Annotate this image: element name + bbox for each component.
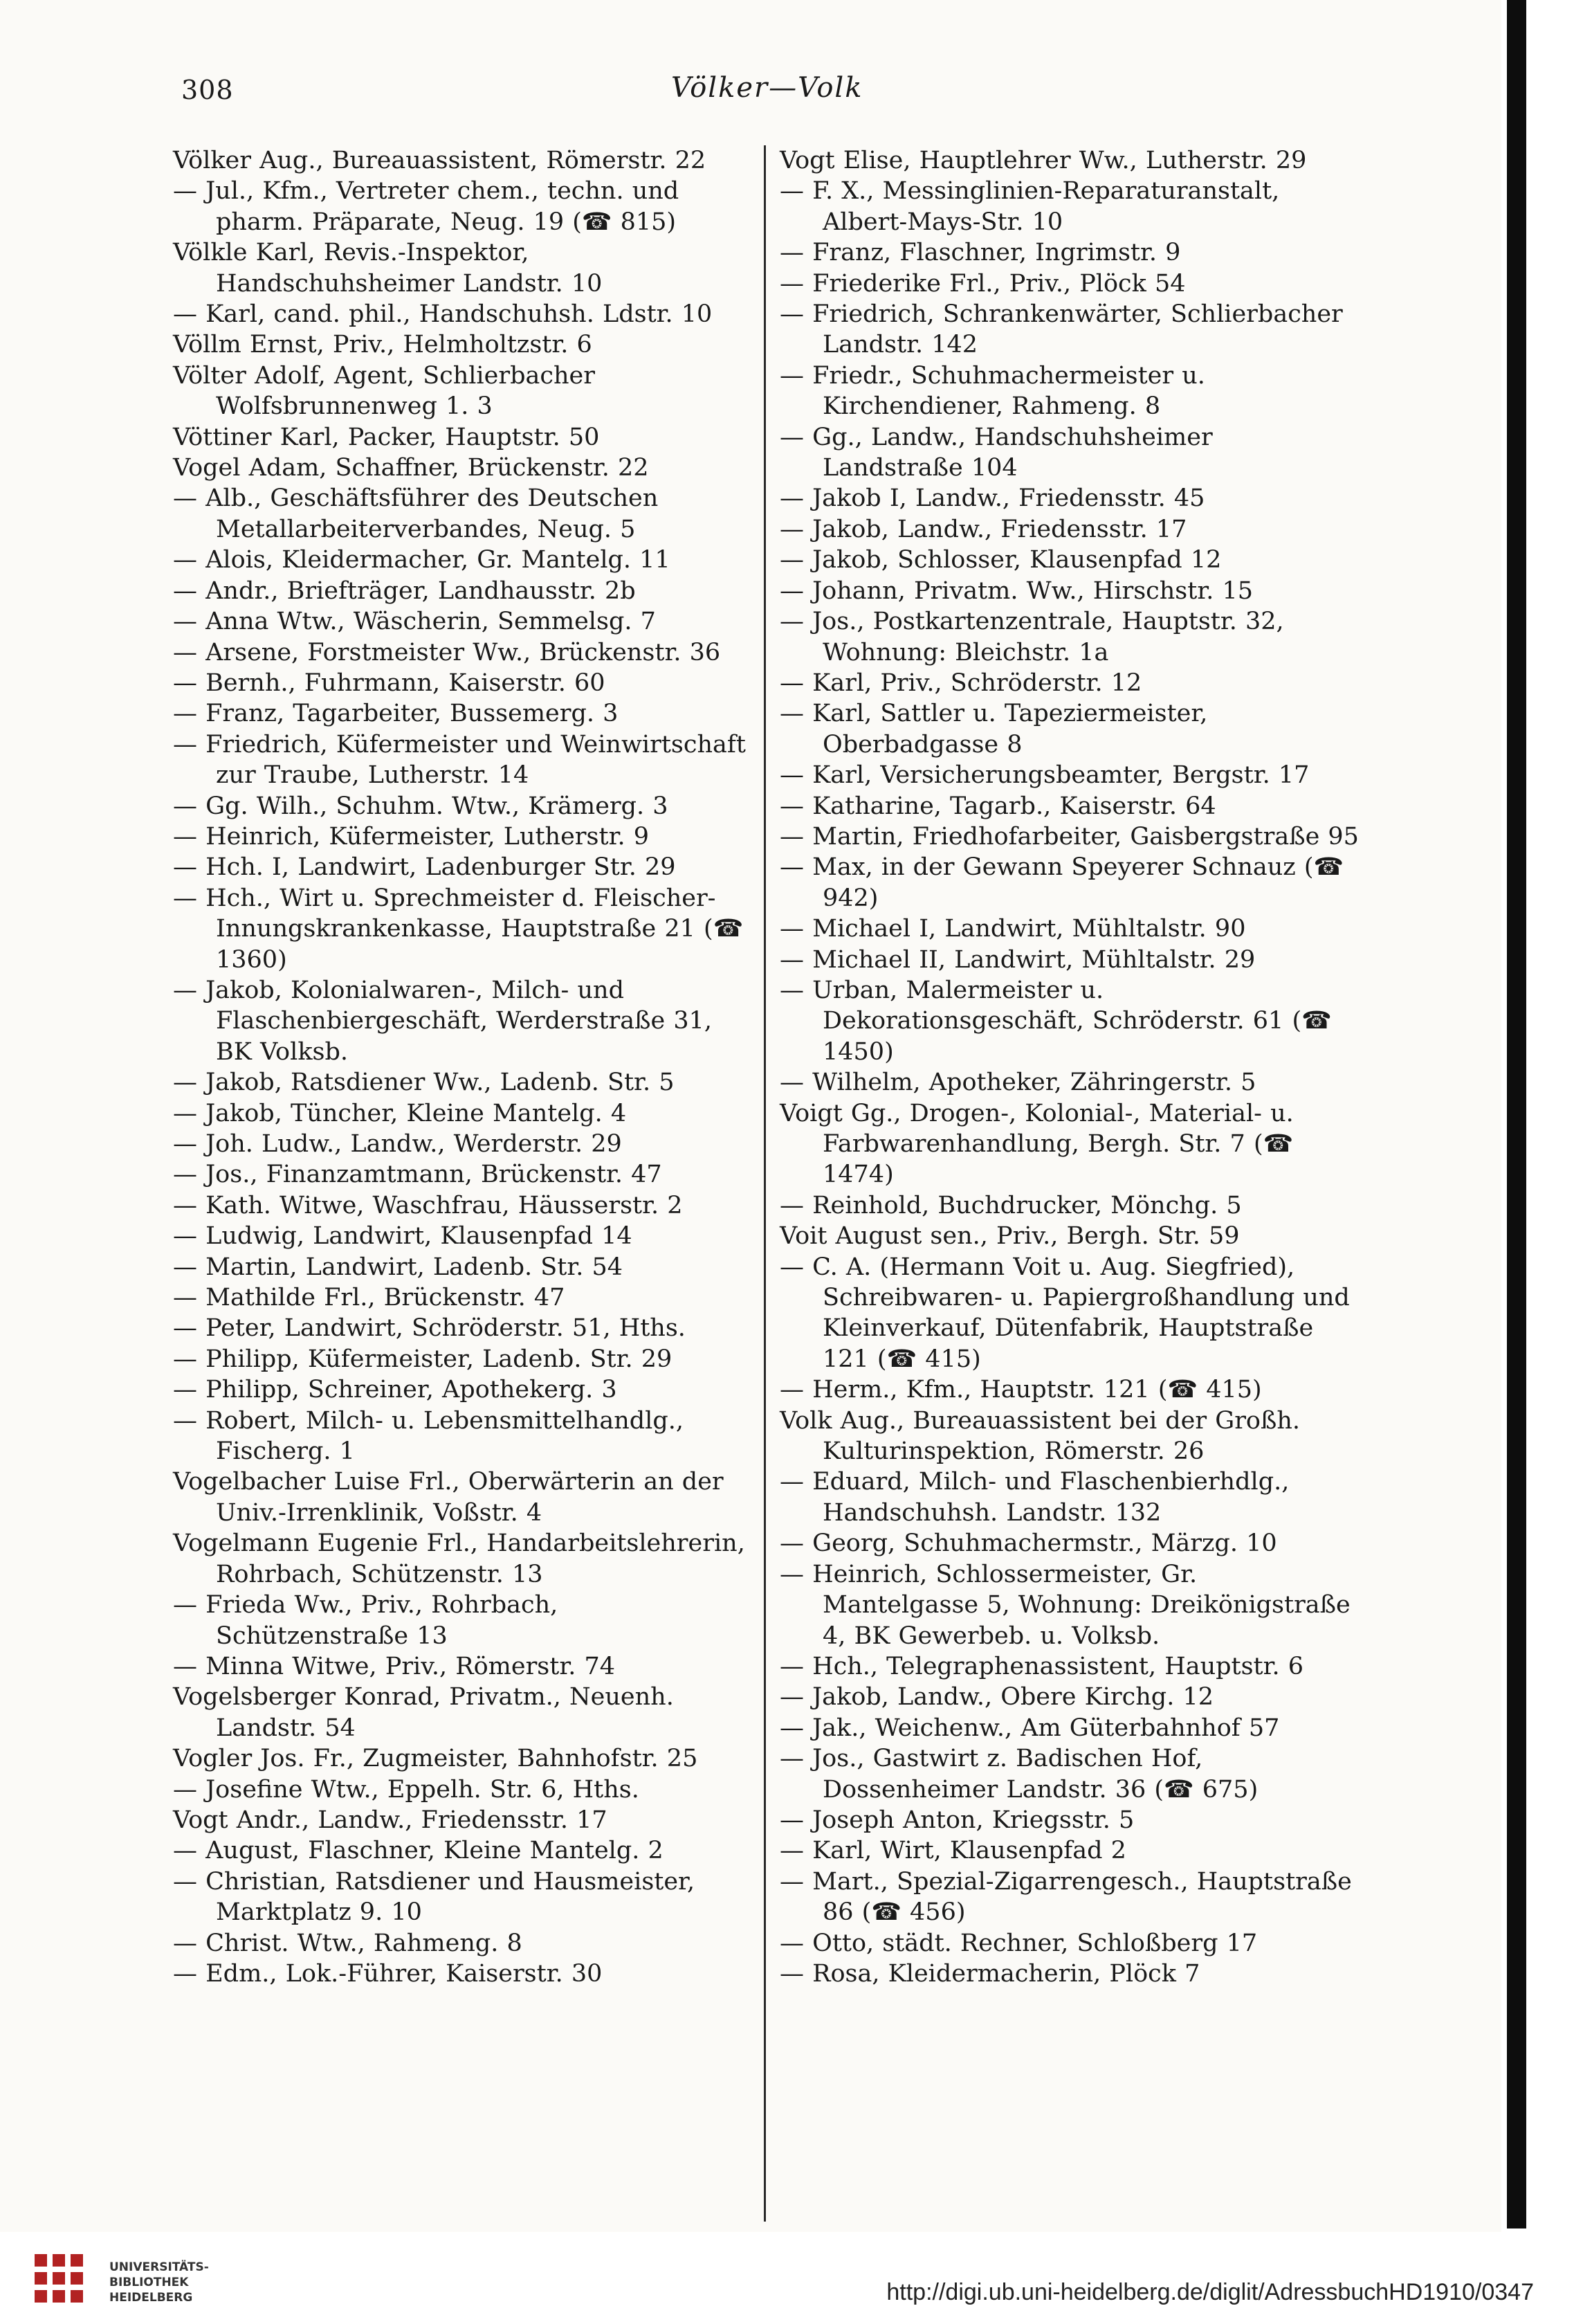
- directory-entry: — F. X., Messinglinien-Reparaturanstalt, Albert-Mays-Str. 10: [780, 177, 1280, 236]
- directory-entry: — Franz, Flaschner, Ingrimstr. 9: [780, 239, 1181, 267]
- directory-entry: — Jakob I, Landw., Friedensstr. 45: [780, 484, 1205, 513]
- directory-entry: — Hch., Telegraphenassistent, Hauptstr. 6: [780, 1652, 1304, 1680]
- directory-entry: Voit August sen., Priv., Bergh. Str. 59: [780, 1222, 1240, 1251]
- directory-entry: — Jos., Postkartenzentrale, Hauptstr. 32, Wohnung: Bleichstr. 1a: [780, 608, 1284, 666]
- directory-entry: — Jakob, Landw., Obere Kirchg. 12: [780, 1683, 1214, 1712]
- directory-entry: — Peter, Landwirt, Schröderstr. 51, Hths.: [173, 1314, 686, 1343]
- directory-entry: — Philipp, Schreiner, Apothekerg. 3: [173, 1376, 617, 1404]
- directory-entry: Vogt Elise, Hauptlehrer Ww., Lutherstr. 29: [780, 147, 1307, 174]
- directory-entry: — Friederike Frl., Priv., Plöck 54: [780, 269, 1186, 298]
- directory-entry: Vogler Jos. Fr., Zugmeister, Bahnhofstr. 25: [173, 1745, 698, 1773]
- directory-entry: — Franz, Tagarbeiter, Bussemerg. 3: [173, 700, 619, 728]
- directory-entry: — Alb., Geschäftsführer des Deutschen Metallarbeiterverbandes, Neug. 5: [173, 484, 659, 543]
- directory-entry: — Jak., Weichenw., Am Güterbahnhof 57: [780, 1714, 1280, 1742]
- directory-entry: Vöttiner Karl, Packer, Hauptstr. 50: [173, 423, 600, 451]
- directory-entry: — Andr., Briefträger, Landhausstr. 2b: [173, 577, 636, 605]
- library-logo-icon: [28, 2247, 97, 2316]
- directory-entry: — Heinrich, Schlossermeister, Gr. Mantelgasse 5, Wohnung: Dreikönigstraße 4, BK Gewerbeb. u. Volksb.: [780, 1560, 1351, 1650]
- directory-entry: — Joseph Anton, Kriegsstr. 5: [780, 1806, 1135, 1834]
- left-column: [173, 145, 754, 1989]
- directory-entry: — Hch. I, Landwirt, Ladenburger Str. 29: [173, 853, 676, 882]
- directory-entry: — Jakob, Tüncher, Kleine Mantelg. 4: [173, 1099, 627, 1127]
- directory-entry: — Philipp, Küfermeister, Ladenb. Str. 29: [173, 1345, 672, 1373]
- directory-entry: — Friedr., Schuhmachermeister u. Kirchendiener, Rahmeng. 8: [780, 361, 1205, 421]
- right-column: [780, 145, 1361, 1989]
- directory-entry: — Jakob, Kolonialwaren-, Milch- und Flaschenbiergeschäft, Werderstraße 31, BK Volksb.: [173, 976, 713, 1066]
- directory-entry: — Ludwig, Landwirt, Klausenpfad 14: [173, 1222, 632, 1251]
- directory-entry: — Hch., Wirt u. Sprechmeister d. Fleischer-Innungskrankenkasse, Hauptstraße 21 (☎ 1360): [173, 884, 744, 974]
- directory-entry: — Jakob, Ratsdiener Ww., Ladenb. Str. 5: [173, 1069, 675, 1097]
- directory-entry: Voigt Gg., Drogen-, Kolonial-, Material- u. Farbwarenhandlung, Bergh. Str. 7 (☎ 1474): [780, 1099, 1294, 1189]
- library-name-line: BIBLIOTHEK: [109, 2276, 189, 2289]
- source-url-link[interactable]: http://digi.ub.uni-heidelberg.de/diglit/AdressbuchHD1910/0347: [886, 2279, 1534, 2305]
- directory-entry: — August, Flaschner, Kleine Mantelg. 2: [173, 1837, 664, 1865]
- directory-entry: — Mathilde Frl., Brückenstr. 47: [173, 1284, 565, 1312]
- directory-entry: — Friedrich, Küfermeister und Weinwirtschaft zur Traube, Lutherstr. 14: [173, 730, 746, 790]
- directory-entry: — Michael I, Landwirt, Mühltalstr. 90: [780, 915, 1246, 943]
- directory-entry: Völlm Ernst, Priv., Helmholtzstr. 6: [173, 331, 592, 359]
- directory-entry: — Joh. Ludw., Landw., Werderstr. 29: [173, 1130, 622, 1158]
- directory-entry: — Josefine Wtw., Eppelh. Str. 6, Hths.: [173, 1775, 639, 1804]
- directory-entry: — Karl, Versicherungsbeamter, Bergstr. 17: [780, 761, 1310, 790]
- directory-entry: Vogelsberger Konrad, Privatm., Neuenh. Landstr. 54: [173, 1683, 674, 1742]
- directory-entry: Vogelbacher Luise Frl., Oberwärterin an der Univ.-Irrenklinik, Voßstr. 4: [173, 1468, 724, 1527]
- directory-entry: — Heinrich, Küfermeister, Lutherstr. 9: [173, 822, 649, 851]
- directory-entry: — Urban, Malermeister u. Dekorationsgeschäft, Schröderstr. 61 (☎ 1450): [780, 976, 1332, 1066]
- directory-entry: — Robert, Milch- u. Lebensmittelhandlg., Fischerg. 1: [173, 1406, 684, 1466]
- directory-entry: — Alois, Kleidermacher, Gr. Mantelg. 11: [173, 546, 670, 574]
- directory-entry: — Karl, Wirt, Klausenpfad 2: [780, 1837, 1126, 1865]
- directory-entry: — Martin, Landwirt, Ladenb. Str. 54: [173, 1253, 623, 1281]
- scan-edge-bar: [1507, 0, 1526, 2228]
- directory-entry: — Edm., Lok.-Führer, Kaiserstr. 30: [173, 1959, 603, 1988]
- directory-entry: — Frieda Ww., Priv., Rohrbach, Schützenstraße 13: [173, 1591, 558, 1650]
- page-number: 308: [181, 75, 234, 105]
- directory-entry: — C. A. (Hermann Voit u. Aug. Siegfried), Schreibwaren- u. Papiergroßhandlung und Kleinverkauf, Dütenfabrik, Hauptstraße 121 (☎ 415): [780, 1253, 1350, 1373]
- directory-entry: — Anna Wtw., Wäscherin, Semmelsg. 7: [173, 608, 656, 636]
- directory-entry: — Bernh., Fuhrmann, Kaiserstr. 60: [173, 669, 605, 697]
- directory-entry: Vogel Adam, Schaffner, Brückenstr. 22: [173, 454, 649, 482]
- directory-entry: — Friedrich, Schrankenwärter, Schlierbacher Landstr. 142: [780, 300, 1343, 359]
- directory-entry: Vogelmann Eugenie Frl., Handarbeitslehrerin, Rohrbach, Schützenstr. 13: [173, 1529, 745, 1588]
- directory-entry: — Jakob, Landw., Friedensstr. 17: [780, 515, 1187, 543]
- directory-entry: Völter Adolf, Agent, Schlierbacher Wolfsbrunnenweg 1. 3: [173, 361, 595, 421]
- directory-entry: — Arsene, Forstmeister Ww., Brückenstr. 36: [173, 638, 721, 666]
- directory-entry: — Jos., Finanzamtmann, Brückenstr. 47: [173, 1161, 662, 1189]
- directory-entry: — Martin, Friedhofarbeiter, Gaisbergstraße 95: [780, 822, 1359, 851]
- directory-entry: — Reinhold, Buchdrucker, Mönchg. 5: [780, 1191, 1242, 1219]
- directory-entry: — Katharine, Tagarb., Kaiserstr. 64: [780, 792, 1216, 820]
- directory-entry: — Johann, Privatm. Ww., Hirschstr. 15: [780, 577, 1253, 605]
- directory-entry: — Gg., Landw., Handschuhsheimer Landstraße 104: [780, 423, 1213, 482]
- column-divider: [764, 145, 766, 2222]
- directory-entry: — Christ. Wtw., Rahmeng. 8: [173, 1929, 522, 1957]
- library-name-line: UNIVERSITÄTS-: [109, 2260, 209, 2274]
- directory-entry: — Michael II, Landwirt, Mühltalstr. 29: [780, 945, 1256, 974]
- running-head: Völker—Volk: [671, 72, 863, 104]
- directory-entry: — Jakob, Schlosser, Klausenpfad 12: [780, 546, 1222, 574]
- directory-entry: — Christian, Ratsdiener und Hausmeister, Marktplatz 9. 10: [173, 1867, 695, 1927]
- directory-entry: — Jos., Gastwirt z. Badischen Hof, Dossenheimer Landstr. 36 (☎ 675): [780, 1745, 1259, 1804]
- directory-entry: — Karl, Priv., Schröderstr. 12: [780, 669, 1142, 697]
- directory-entry: — Mart., Spezial-Zigarrengesch., Hauptstraße 86 (☎ 456): [780, 1867, 1352, 1927]
- directory-entry: — Karl, cand. phil., Handschuhsh. Ldstr. 10: [173, 300, 713, 329]
- directory-entry: — Minna Witwe, Priv., Römerstr. 74: [173, 1652, 615, 1680]
- directory-entry: — Georg, Schuhmachermstr., Märzg. 10: [780, 1529, 1277, 1558]
- directory-entry: — Max, in der Gewann Speyerer Schnauz (☎ 942): [780, 853, 1344, 912]
- directory-entry: — Karl, Sattler u. Tapeziermeister, Oberbadgasse 8: [780, 700, 1208, 759]
- library-name: [109, 2260, 209, 2305]
- directory-entry: Vogt Andr., Landw., Friedensstr. 17: [173, 1806, 607, 1834]
- directory-entry: — Herm., Kfm., Hauptstr. 121 (☎ 415): [780, 1376, 1262, 1404]
- directory-entry: — Wilhelm, Apotheker, Zähringerstr. 5: [780, 1069, 1256, 1097]
- directory-entry: Volk Aug., Bureauassistent bei der Großh. Kulturinspektion, Römerstr. 26: [780, 1406, 1301, 1466]
- directory-entry: — Otto, städt. Rechner, Schloßberg 17: [780, 1929, 1258, 1957]
- footer: [0, 2232, 1574, 2324]
- library-name-line: HEIDELBERG: [109, 2291, 193, 2305]
- directory-entry: — Eduard, Milch- und Flaschenbierhdlg., Handschuhsh. Landstr. 132: [780, 1468, 1290, 1527]
- directory-entry: — Gg. Wilh., Schuhm. Wtw., Krämerg. 3: [173, 792, 668, 820]
- directory-entry: — Kath. Witwe, Waschfrau, Häusserstr. 2: [173, 1191, 683, 1219]
- directory-entry: Völkle Karl, Revis.-Inspektor, Handschuhsheimer Landstr. 10: [173, 239, 603, 298]
- directory-entry: — Jul., Kfm., Vertreter chem., techn. und pharm. Präparate, Neug. 19 (☎ 815): [173, 177, 679, 236]
- directory-entry: Völker Aug., Bureauassistent, Römerstr. 22: [173, 147, 706, 174]
- directory-entry: — Rosa, Kleidermacherin, Plöck 7: [780, 1959, 1200, 1988]
